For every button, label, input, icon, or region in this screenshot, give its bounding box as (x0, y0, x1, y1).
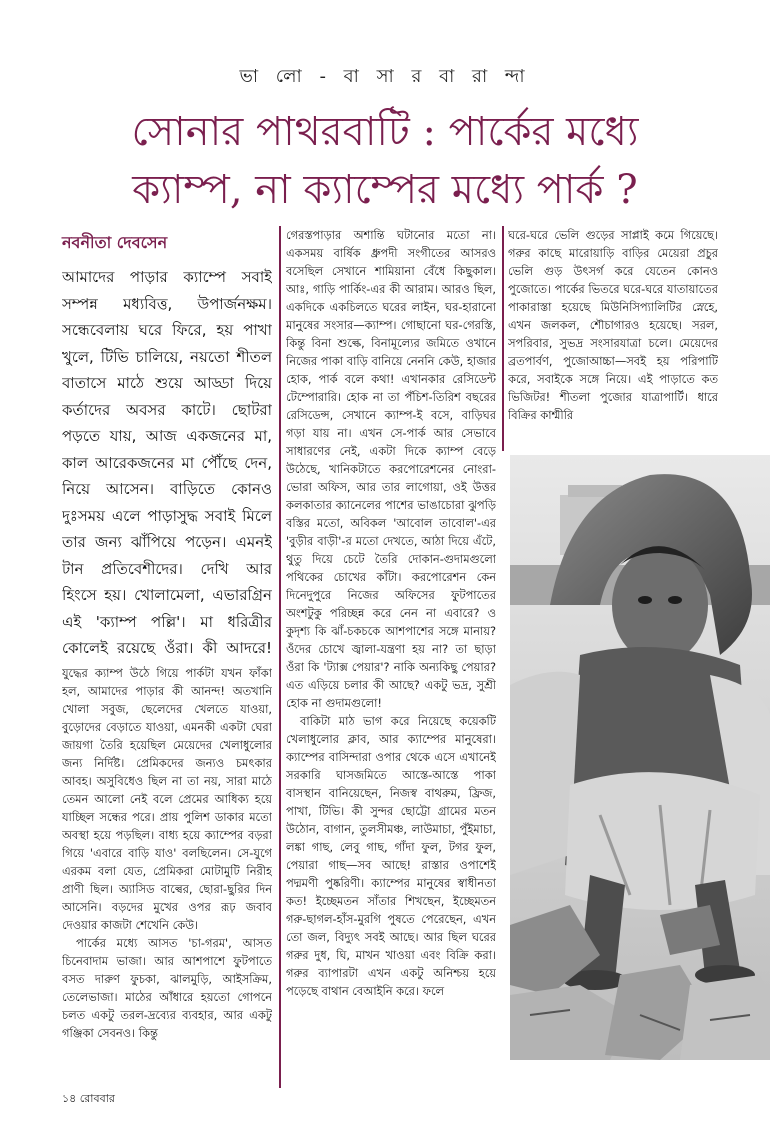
column-1 (62, 664, 272, 1084)
byline: নবনীতা দেবসেন (62, 233, 168, 252)
column-2-paragraph-2: বাকিটা মাঠ ভাগ করে নিয়েছে কয়েকটি খেলাধুলোর ক্লাব, আর ক্যাম্পের মানুষেরা। ক্যাম্পের বাসিন্দারা ওপার থেকে এসে এখানেই সরকারি ঘাসজমিতে আস্তে-আস্তে পাকা বাসস্থান বানিয়েছেন, নিজস্ব বাথরুম, ফ্রিজ, পাখা, টিভি। কী সুন্দর ছোট্টো গ্রামের মতন উঠোন, বাগান, তুলসীমঞ্চ, লাউমাচা, পুঁইমাচা, লঙ্কা গাছ, লেবু গাছ, গাঁদা ফুল, টগর ফুল, পেয়ারা গাছ—সব আছে! রাস্তার ওপাশেই পদ্মমণী পুষ্করিণী। ক্যাম্পের মানুষের স্বাধীনতা কত! ইচ্ছেমতন সাঁতার শিখছেন, ইচ্ছেমতন গরু-ছাগল-হাঁস-মুরগি পুষতে পেরেছেন, এখন তো জল, বিদ্যুৎ সবই আছে। আর ছিল ঘরের গরুর দুধ, ঘি, মাখন খাওয়া এবং বিক্রি করা। গরুর ব্যাপারটা এখন একটু অনিশ্চয় হয়ে পড়েছে বাথান বেআইনি করে। ফলে (286, 714, 496, 998)
column-1-paragraph-1: যুদ্ধের ক্যাম্প উঠে গিয়ে পার্কটা যখন ফাঁকা হল, আমাদের পাড়ার কী আনন্দ! অতখানি খোলা সবুজ, ছেলেদের খেলতে যাওয়া, বুড়োদের বেড়াতে যাওয়া, এমনকী একটা ঘেরা জায়গা তৈরি হয়েছিল মেয়েদের খেলাধুলোর জন্য নির্দিষ্ট। প্রেমিকদের জন্যও চমৎকার আবহ। অসুবিধেও ছিল না তা নয়, সারা মাঠে তেমন আলো নেই বলে প্রেমের আধিক্য হয়ে যাচ্ছিল সন্ধের পরে। প্রায় পুলিশ ডাকার মতো অবস্থা হয়ে পড়ছিল। বাধ্য হয়ে ক্যাম্পের বড়রা গিয়ে 'এবারে বাড়ি যাও' বলছিলেন। সে-যুগে এরকম বলা যেত, প্রেমিকরা মোটামুটি নিরীহ প্রাণী ছিল। অ্যাসিড বাল্বের, ছোরা-ছুরির দিন আসেনি। বড়দের মুখের ওপর রূঢ় জবাব দেওয়ার কাজটা শেখেনি কেউ। (62, 666, 272, 932)
headline (0, 103, 770, 219)
photo-boy-on-rubble (510, 455, 770, 1060)
page-footer: ১৪ রোববার (62, 1092, 115, 1105)
headline-line-1: সোনার পাথরবাটি : পার্কের মধ্যে (131, 109, 639, 155)
photo-image (510, 455, 770, 1060)
lead-paragraph: আমাদের পাড়ার ক্যাম্পে সবাই সম্পন্ন মধ্যবিত্ত, উপার্জনক্ষম। সন্ধেবেলায় ঘরে ফিরে, হয় পাখা খুলে, টিভি চালিয়ে, নয়তো শীতল বাতাসে মাঠে শুয়ে আড্ডা দিয়ে কর্তাদের অবসর কাটে। ছোটরা পড়তে যায়, আজ একজনের মা, কাল আরেকজনের মা পৌঁছে দেন, নিয়ে আসেন। বাড়িতে কোনও দুঃসময় এলে পাড়াসুদ্ধ সবাই মিলে তার জন্য ঝাঁপিয়ে পড়েন। এমনই টান প্রতিবেশীদের। দেখি আর হিংসে হয়। খোলামেলা, এভারগ্রিন এই 'ক্যাম্প পল্লি'। মা ধরিত্রীর কোলেই রয়েছে ওঁরা। কী আদরে! (62, 268, 272, 657)
section-title: ভা লো - বা সা র বা রা ন্দা (239, 66, 531, 87)
column-rule-1 (279, 226, 281, 1088)
column-2-paragraph-1: গেরস্তপাড়ার অশান্তি ঘটানোর মতো না। একসময় বার্ষিক ধ্রুপদী সংগীতের আসরও বসেছিল সেখানে শামিয়ানা বেঁধে কিছুকাল। আঃ, গাড়ি পার্কিং-এর কী আরাম। আরও ছিল, একদিকে একচিলতে ঘরের লাইন, ঘর-হারানো মানুষের সংসার—ক্যাম্প। গোছানো ঘর-গেরস্তি, কিন্তু বিনা শুল্কে, বিনামূল্যের জমিতে ওখানে নিজের পাকা বাড়ি বানিয়ে নেননি কেউ, হাজার হোক, পার্ক বলে কথা! এখানকার রেসিডেন্ট টেম্পোরারি। হোক না তা পঁচিশ-তিরিশ বছরের রেসিডেন্স, সেখানে ক্যাম্প-ই বসে, বাড়িঘর গড়া যায় না। এখন সে-পার্ক আর সেভাবে সাধারণের নেই, একটা দিকে ক্যাম্প বেড়ে উঠেছে, খানিকটাতে করপোরেশনের নোংরা-ভোরা অফিস, আর তার লাগোয়া, ওই উত্তর কলকাতার ক্যানেলের পাশের ভাঙাচোরা ঝুপড়ি বস্তির মতো, অবিকল 'আবোল তাবোল'-এর 'বুড়ীর বাড়ী'-র মতো দেখতে, আঠা দিয়ে এঁটে, থুতু দিয়ে চেটে তৈরি দোকান-গুদামগুলো পথিকের চোখের কাঁটা। করপোরেশন কেন দিনেদুপুরে নিজের অফিসের ফুটপাতের অংশটুকু পরিচ্ছন্ন করে নেন না এবারে? ও কুদৃশ্য কি ঝাঁ-চকচকে আশপাশের সঙ্গে মানায়? ওঁদের চোখে জ্বালা-যন্ত্রণা হয় না? তা ছাড়া ওঁরা কি 'ট্যাক্স পেয়ার'? নাকি অন্যকিছু পেয়ার? এত এড়িয়ে চলার কী আছে? একটু ভদ্র, সুশ্রী হোক না গুদামগুলো! (286, 228, 496, 710)
column-rule-2 (502, 226, 504, 451)
column-2 (286, 226, 496, 1088)
headline-line-2: ক্যাম্প, না ক্যাম্পের মধ্যে পার্ক ? (132, 167, 638, 213)
column-3 (508, 226, 718, 448)
column-1-paragraph-2: পার্কের মধ্যে আসত 'চা-গরম', আসত চিনেবাদাম ভাজা। আর আশপাশে ফুটপাতে বসত দারুণ ফুচকা, ঝালমুড়ি, আইসক্রিম, তেলেভাজা। মাঠের আঁধারে হয়তো গোপনে চলত একটু তরল-দ্রব্যের ব্যবহার, আর একটু গঞ্জিকা সেবনও। কিন্তু (62, 936, 272, 1040)
column-3-paragraph-1: ঘরে-ঘরে ভেলি গুড়ের সাপ্লাই কমে গিয়েছে। গরুর কাছে মারোয়াড়ি বাড়ির মেয়েরা প্রচুর ভেলি গুড় উৎসর্গ করে যেতেন কোনও পুজোতে। পার্কের ভিতরে ঘরে-ঘরে যাতায়াতের পাকারাস্তা হয়েছে মিউনিসিপ্যালিটির স্নেহে, এখন জলকল, শৌচাগারও হয়েছে। সরল, সপরিবার, সুভদ্র সংসারযাত্রা চলে। মেয়েদের ব্রতপার্বণ, পুজোআচ্চা—সবই হয় পরিপাটি করে, সবাইকে সঙ্গে নিয়ে। এই পাড়াতে কত ভিজিটর! শীতলা পুজোর যাত্রাপার্টি। ধারে বিক্রির কাশ্মীরি (508, 228, 718, 422)
